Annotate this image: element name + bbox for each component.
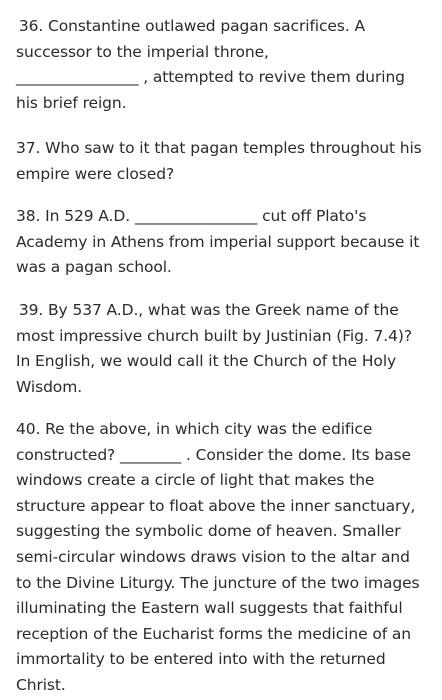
question-38-line-3: was a pagan school.	[16, 258, 172, 277]
question-40-line-2: constructed? ________ . Consider the dome. Its base	[16, 445, 411, 464]
question-38	[16, 204, 442, 281]
question-40-line-9: reception of the Eucharist forms the medicine of an	[16, 624, 412, 643]
question-36-line-1: 36. Constantine outlawed pagan sacrifices. A	[14, 17, 366, 35]
question-39	[16, 298, 442, 400]
question-39-line-1: 39. By 537 A.D., what was the Greek name of the	[14, 301, 399, 319]
question-37-line-1: 37. Who saw to it that pagan temples throughout his	[16, 139, 422, 157]
question-40-line-11: Christ.	[16, 675, 66, 694]
question-40-line-1: 40. Re the above, in which city was the edifice	[16, 420, 373, 438]
question-38-line-2: Academy in Athens from imperial support because it	[16, 232, 420, 251]
question-37	[16, 136, 442, 187]
question-40-line-4: structure appear to float above the inner sanctuary,	[16, 496, 416, 515]
question-40-line-8: illuminating the Eastern wall suggests that faithful	[16, 599, 403, 618]
question-40	[16, 417, 442, 699]
question-39-line-2: most impressive church built by Justinian (Fig. 7.4)?	[16, 326, 412, 345]
question-40-line-6: semi-circular windows draws vision to the altar and	[16, 547, 410, 566]
question-40-line-7: to the Divine Liturgy. The juncture of the two images	[16, 573, 420, 592]
question-38-line-1: 38. In 529 A.D. ________________ cut off Plato's	[16, 207, 367, 225]
question-40-line-3: windows create a circle of light that makes the	[16, 471, 375, 490]
question-39-line-4: Wisdom.	[16, 377, 83, 396]
question-36	[16, 14, 442, 116]
question-36-line-2: successor to the imperial throne,	[16, 42, 269, 61]
question-40-line-10: immortality to be entered into with the returned	[16, 650, 386, 669]
question-37-line-2: empire were closed?	[16, 164, 175, 183]
question-40-line-5: suggesting the symbolic dome of heaven. Smaller	[16, 522, 401, 541]
question-36-line-4: his brief reign.	[16, 93, 127, 112]
question-36-line-3: ________________ , attempted to revive them during	[16, 68, 405, 87]
question-39-line-3: In English, we would call it the Church of the Holy	[16, 352, 397, 371]
